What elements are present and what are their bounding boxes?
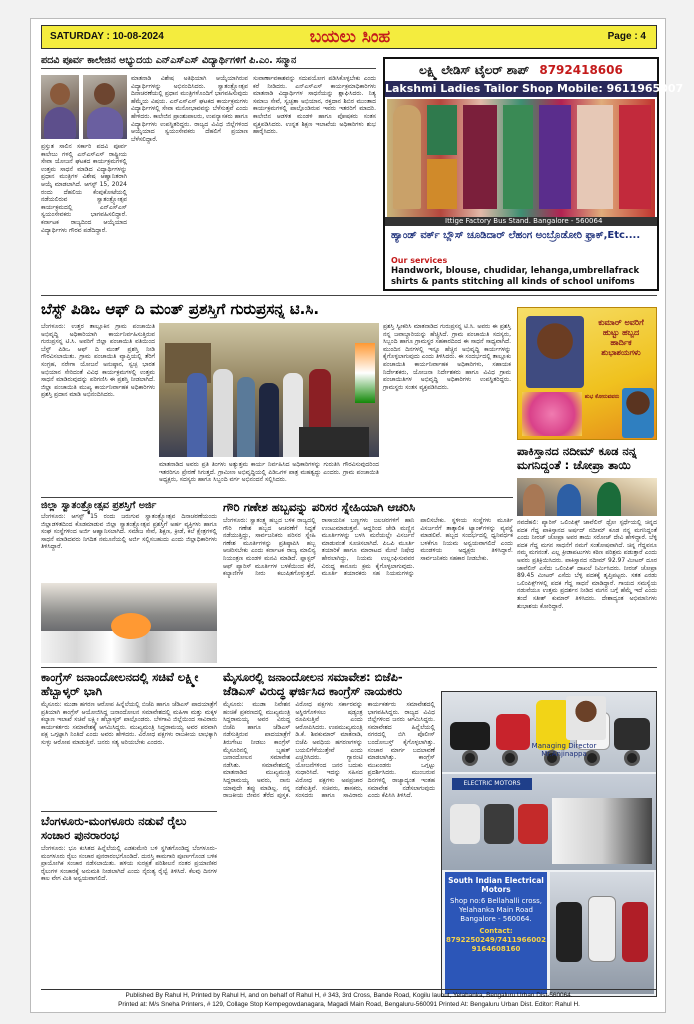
tailor-services-1: Handwork, blouse, chudidar, lehanga,umbrellafrack [391, 266, 640, 276]
tailor-phone-2: 9611965007 [606, 82, 684, 95]
birthday-greeting-ad [517, 307, 657, 440]
college-body-right: ಸುವಾರ್ಣಾವಕಾಶವನ್ನು ಸದುಪಯೋಗ ಪಡಿಸಿಕೊಳ್ಳಬೇಕು ಎಂದು ಕರೆ ನೀಡಿದರು. ಎನ್‌ಎಸ್‌ಎಸ್‌ ಕಾರ್ಯಕ್ರಮಾಧಿಕಾರಿಗಳು ಮಾತನಾಡಿ ವಿದ್ಯಾರ್ಥಿಗಳ ಸಾಧನೆಯನ್ನು ಶ್ಲಾಘಿಸಿದರು. ನಿತ್ಯ ಸಮಾಜ ಸೇವೆ, ಸ್ವಚ್ಛತಾ ಅಭಿಯಾನ, ರಕ್ತದಾನ ಶಿಬಿರ ಮುಂತಾದ ಕಾರ್ಯಕ್ರಮಗಳಲ್ಲಿ ಪಾಲ್ಗೊಂಡಿರುವ ಇವರು ಇತರರಿಗೆ ಮಾದರಿ. ಕಾಲೇಜಿನ ಆಡಳಿತ ಮಂಡಳಿ ಹಾಗೂ ಪೋಷಕರು ಸಂತಸ ವ್ಯಕ್ತಪಡಿಸಿದರು. ಉನ್ನತ ಶಿಕ್ಷಣ ಇಲಾಖೆಯ ಅಧಿಕಾರಿಗಳು ಶುಭ ಹಾರೈಸಿದರು. [253, 75, 376, 136]
ev-contact-label: Contact: [479, 927, 513, 935]
director-name: Mr.Anjinappa [541, 750, 587, 758]
greeting-photo [526, 316, 584, 388]
ev-contact-1: 8792250249/7411966002 [446, 936, 546, 944]
page-number: Page : 4 [607, 31, 646, 42]
greeting-text [588, 318, 654, 358]
tailor-services-kannada: ಹ್ಯಾಂಡ್ ವರ್ಕ್ ಬ್ಲೌಸ್ ಚೂಡಿದಾರ್ ಲೆಹಂಗ ಅಂಬ್ರೊಡೋರಿ ಫ್ರಾಕ್,Etc.... [391, 230, 641, 241]
tailor-services-label: Our services [391, 256, 448, 265]
director-caption [524, 742, 604, 758]
tailor-name-english: Lakshmi Ladies Tailor Shop Mobile: [385, 82, 603, 95]
best-pdo-body-left: ಬೆಂಗಳೂರು: ಉತ್ತರ ತಾಲ್ಲೂಕಿನ ಗ್ರಾಮ ಪಂಚಾಯಿತಿ ಅಭಿವೃದ್ಧಿ ಅಧಿಕಾರಿಯಾಗಿ ಕಾರ್ಯನಿರ್ವಹಿಸುತ್ತಿರುವ ಗುರುಪ್ರಸನ್ನ ಟಿ.ಸಿ. ಅವರಿಗೆ ಜಿಲ್ಲಾ ಪಂಚಾಯಿತಿ ವತಿಯಿಂದ ಬೆಸ್ಟ್ ಪಿಡಿಒ ಆಫ್ ದಿ ಮಂತ್ ಪ್ರಶಸ್ತಿ ನೀಡಿ ಗೌರವಿಸಲಾಯಿತು. ಗ್ರಾಮ ಪಂಚಾಯಿತಿ ವ್ಯಾಪ್ತಿಯಲ್ಲಿ ತೆರಿಗೆ ಸಂಗ್ರಹ, ನರೇಗಾ ಯೋಜನೆ ಅನುಷ್ಠಾನ, ಸ್ವಚ್ಛ ಭಾರತ ಅಭಿಯಾನ ಸೇರಿದಂತೆ ವಿವಿಧ ಕಾರ್ಯಕ್ರಮಗಳಲ್ಲಿ ಉತ್ತಮ ಸಾಧನೆ ಮಾಡಿರುವುದನ್ನು ಪರಿಗಣಿಸಿ ಈ ಪ್ರಶಸ್ತಿ ನೀಡಲಾಗಿದೆ. ಜಿಲ್ಲಾ ಪಂಚಾಯಿತಿ ಮುಖ್ಯ ಕಾರ್ಯನಿರ್ವಾಹಕ ಅಧಿಕಾರಿಗಳು ಪ್ರಶಸ್ತಿ ಪ್ರದಾನ ಮಾಡಿ ಅಭಿನಂದಿಸಿದರು. [41, 323, 155, 399]
neeraj-headline: ಪಾಕಿಸ್ತಾನದ ನದೀಮ್ ಕೂಡ ನನ್ನ ಮಗನಿದ್ದಂತೆ : ಚೋಪ್ರಾ ತಾಯಿ [517, 444, 637, 472]
imprint-line-1: Published By Rahul H, Printed by Rahul H, and on behalf of Rahul H, # 343, 3rd Cross, Bande Road, Kogilu lauout, Yelahanka, Bengaluru Urban Dist-560064. [125, 992, 573, 999]
tailor-shop-ad [383, 57, 684, 291]
tailor-ad-title [385, 59, 657, 81]
student-photo-2 [83, 75, 127, 139]
ev-shop-name: South Indian Electrical Motors [448, 876, 544, 894]
mysuru-body: ಮೈಸೂರು: ಮುಡಾ ನಿವೇಶನ ಹಂಚಿಕೆ ಪ್ರಕರಣದಲ್ಲಿ ಮುಖ್ಯಮಂತ್ರಿ ಸಿದ್ದರಾಮಯ್ಯ ಅವರ ವಿರುದ್ಧ ಬಿಜೆಪಿ ಹಾಗೂ ಜೆಡಿಎಸ್ ನಡೆಸುತ್ತಿರುವ ಪಾದಯಾತ್ರೆಗೆ ತಿರುಗೇಟು ನೀಡಲು ಕಾಂಗ್ರೆಸ್ ಮೈಸೂರಿನಲ್ಲಿ ಬೃಹತ್ ಜನಾಂದೋಲನ ಸಮಾವೇಶ ನಡೆಸಿತು. ಸಮಾವೇಶದಲ್ಲಿ ಮಾತನಾಡಿದ ಮುಖ್ಯಮಂತ್ರಿ ಸಿದ್ದರಾಮಯ್ಯ ಅವರು, ನಾನು ಯಾವುದೇ ತಪ್ಪು ಮಾಡಿಲ್ಲ. ನನ್ನ ರಾಜಕೀಯ ಜೀವನ ತೆರೆದ ಪುಸ್ತಕ. ವಿರೋಧ ಪಕ್ಷಗಳು ಸರ್ಕಾರವನ್ನು ಅಸ್ಥಿರಗೊಳಿಸಲು ಷಡ್ಯಂತ್ರ ರೂಪಿಸುತ್ತಿವೆ ಎಂದು ಆರೋಪಿಸಿದರು. ಉಪಮುಖ್ಯಮಂತ್ರಿ ಡಿ.ಕೆ. ಶಿವಕುಮಾರ್ ಮಾತನಾಡಿ, ಬಿಜೆಪಿ ಅವಧಿಯ ಹಗರಣಗಳನ್ನು ಬಯಲಿಗೆಳೆಯುತ್ತೇವೆ ಎಂದು ಎಚ್ಚರಿಸಿದರು. ಗ್ಯಾರಂಟಿ ಯೋಜನೆಗಳಿಂದ ಜನರ ಬದುಕು ಸುಧಾರಿಸಿದೆ. ಇದನ್ನು ಸಹಿಸದ ವಿರೋಧ ಪಕ್ಷಗಳು ಅಪಪ್ರಚಾರ ನಡೆಸುತ್ತಿವೆ. ಸಚಿವರು, ಶಾಸಕರು, ಸಂಸದರು ಹಾಗೂ ಸಾವಿರಾರು ಕಾರ್ಯಕರ್ತರು ಸಮಾವೇಶದಲ್ಲಿ ಭಾಗವಹಿಸಿದ್ದರು. ರಾಜ್ಯದ ವಿವಿಧ ಜಿಲ್ಲೆಗಳಿಂದ ಜನರು ಆಗಮಿಸಿದ್ದರು. ಸಮಾವೇಶದ ಹಿನ್ನೆಲೆಯಲ್ಲಿ ನಗರದಲ್ಲಿ ಬಿಗಿ ಪೊಲೀಸ್ ಬಂದೋಬಸ್ತ್ ಕೈಗೊಳ್ಳಲಾಗಿತ್ತು. ಸಂಚಾರ ಮಾರ್ಗ ಬದಲಾವಣೆ ಮಾಡಲಾಗಿತ್ತು. ಕಾಂಗ್ರೆಸ್ ಮುಖಂಡರು ಒಗ್ಗಟ್ಟು ಪ್ರದರ್ಶಿಸಿದರು. ಮುಂಬರುವ ದಿನಗಳಲ್ಲಿ ರಾಜ್ಯಾದ್ಯಂತ ಇಂತಹ ಸಮಾವೇಶ ನಡೆಸಲಾಗುವುದು ಎಂದು ಕೆಪಿಸಿಸಿ ತಿಳಿಸಿದೆ. [223, 701, 435, 800]
ev-shop-details [445, 872, 547, 994]
ganesha-headline: ಗೌರಿ ಗಣೇಶ ಹಬ್ಬವನ್ನು ಪರಿಸರ ಸ್ನೇಹಿಯಾಗಿ ಆಚರಿಸಿ [223, 500, 416, 514]
divider [41, 811, 217, 812]
greeting-line-2: ಹುಟ್ಟು ಹಬ್ಬದ [602, 328, 640, 337]
issue-date: SATURDAY : 10-08-2024 [50, 31, 164, 42]
greeting-line-1: ಕುಮಾರ್ ಅವರಿಗೆ [598, 318, 644, 327]
college-body-left: ಪ್ರಸ್ತುತ ಸಾಲಿನ ಸರ್ಕಾರಿ ಪದವಿ ಪೂರ್ವ ಕಾಲೇಜು ಗಳಲ್ಲಿ ಎನ್‌ಎಸ್‌ಎಸ್‌ ರಾಷ್ಟ್ರೀಯ ಸೇವಾ ಯೋಜನೆ ಘಟಕದ ಕಾರ್ಯಕ್ರಮಗಳಲ್ಲಿ ಉತ್ತಮ ಸಾಧನೆ ಮಾಡಿದ ವಿದ್ಯಾರ್ಥಿಗಳನ್ನು ಪ್ರಧಾನ ಮಂತ್ರಿಗಳ ವಿಶೇಷ ಆಹ್ವಾನಿತರಾಗಿ ಆಯ್ಕೆ ಮಾಡಲಾಗಿದೆ. ಆಗಸ್ಟ್ 15, 2024 ರಂದು ದೆಹಲಿಯ ಕೆಂಪುಕೋಟೆಯಲ್ಲಿ ನಡೆಯಲಿರುವ ಸ್ವಾತಂತ್ರ್ಯೋತ್ಸವ ಕಾರ್ಯಕ್ರಮದಲ್ಲಿ ಎನ್‌ಎಸ್‌ಎಸ್‌ ಸ್ವಯಂಸೇವಕರು ಭಾಗವಹಿಸಲಿದ್ದಾರೆ. ಕರ್ನಾಟಕ ರಾಜ್ಯದಿಂದ ಆಯ್ಕೆಯಾದ ವಿದ್ಯಾರ್ಥಿಗಳು ಗೌರವ ಪಡೆದಿದ್ದಾರೆ. [41, 143, 127, 234]
rail-headline: ಬೆಂಗಳೂರು-ಮಂಗಳೂರು ನಡುವೆ ರೈಲು ಸಂಚಾರ ಪುನರಾರಂಭ [41, 814, 187, 842]
greeting-wisher: ಶುಭ ಕೋರುವವರು [584, 394, 620, 400]
neeraj-photo [517, 478, 657, 516]
mysuru-headline: ಮೈಸೂರಲ್ಲಿ ಜನಾಂದೋಲನ ಸಮಾವೇಶ: ಬಿಜೆಪಿ-ಜೆಡಿಎಸ್ ವಿರುದ್ಧ ಘರ್ಜಿಸಿದ ಕಾಂಗ್ರೆಸ್ ನಾಯಕರು [223, 670, 403, 698]
tailor-phone-1: 8792418606 [539, 63, 623, 77]
imprint-footer [41, 989, 657, 1009]
imprint-line-2: Printed at: M/s Sneha Printers, # 129, Collage Stop Kempegowdanagara, Magadi Main Road, Bengaluru-560091 Printed At: Bengaluru Urban Dist. Editor: Rahul H. [118, 1001, 580, 1008]
newspaper-page [30, 18, 684, 1013]
newspaper-title: ಬಯಲು ಸಿಂಹ [309, 27, 391, 47]
divider [41, 68, 376, 69]
congress-rally-body: ಮೈಸೂರು: ಮುಡಾ ಹಗರಣ ಆರೋಪ ಹಿನ್ನೆಲೆಯಲ್ಲಿ ಬಿಜೆಪಿ ಹಾಗೂ ಜೆಡಿಎಸ್ ಪಾದಯಾತ್ರೆಗೆ ಪ್ರತಿಯಾಗಿ ಕಾಂಗ್ರೆಸ್ ಆಯೋಜಿಸಿದ್ದ ಜನಾಂದೋಲನ ಸಮಾವೇಶದಲ್ಲಿ ಮಹಿಳಾ ಮತ್ತು ಮಕ್ಕಳ ಕಲ್ಯಾಣ ಇಲಾಖೆ ಸಚಿವೆ ಲಕ್ಷ್ಮೀ ಹೆಬ್ಬಾಳ್ಕರ್ ಪಾಲ್ಗೊಂಡರು. ಬೆಳಗಾವಿ ಜಿಲ್ಲೆಯಿಂದ ಸಾವಿರಾರು ಕಾರ್ಯಕರ್ತರು ಸಮಾವೇಶಕ್ಕೆ ಆಗಮಿಸಿದ್ದರು. ಮುಖ್ಯಮಂತ್ರಿ ಸಿದ್ದರಾಮಯ್ಯ ಅವರ ಪರವಾಗಿ ಪಕ್ಷ ಒಗ್ಗಟ್ಟಾಗಿ ನಿಂತಿದೆ ಎಂದು ಅವರು ಹೇಳಿದರು. ವಿರೋಧ ಪಕ್ಷಗಳು ರಾಜಕೀಯ ಲಾಭಕ್ಕಾಗಿ ಸುಳ್ಳು ಆರೋಪ ಮಾಡುತ್ತಿವೆ. ಜನರು ಸತ್ಯ ಅರಿಯಬೇಕು ಎಂದರು. [41, 701, 217, 746]
ev-shop-address: Shop no:6 Bellahalli cross, Yelahanka Main Road Bangalore - 560064. [449, 897, 543, 923]
greeting-line-3: ಹಾರ್ದಿಕ [610, 338, 632, 347]
ev-scooter-display [442, 692, 656, 772]
neeraj-body: ನವದೆಹಲಿ: ಪ್ಯಾರಿಸ್ ಒಲಿಂಪಿಕ್ಸ್ ಜಾವೆಲಿನ್ ಥ್ರೋ ಸ್ಪರ್ಧೆಯಲ್ಲಿ ಚಿನ್ನದ ಪದಕ ಗೆದ್ದ ಪಾಕಿಸ್ತಾನದ ಅರ್ಷದ್ ನದೀಮ್ ಕೂಡ ನನ್ನ ಮಗನಿದ್ದಂತೆ ಎಂದು ನೀರಜ್ ಚೋಪ್ರಾ ಅವರ ತಾಯಿ ಸರೋಜ್ ದೇವಿ ಹೇಳಿದ್ದಾರೆ. ಬೆಳ್ಳಿ ಪದಕ ಗೆದ್ದ ಮಗನ ಸಾಧನೆಗೆ ನಮಗೆ ಸಂತೋಷವಾಗಿದೆ. ಚಿನ್ನ ಗೆದ್ದವನೂ ನಮ್ಮ ಮಗನಂತೆ. ಎಲ್ಲ ಕ್ರೀಡಾಪಟುಗಳು ಕಠಿಣ ಪರಿಶ್ರಮ ಪಡುತ್ತಾರೆ ಎಂದು ಅವರು ಪ್ರತಿಕ್ರಿಯಿಸಿದರು. ಪಾಕಿಸ್ತಾನದ ನದೀಮ್ 92.97 ಮೀಟರ್ ದೂರ ಜಾವೆಲಿನ್ ಎಸೆದು ಒಲಿಂಪಿಕ್ ದಾಖಲೆ ನಿರ್ಮಿಸಿದರು. ನೀರಜ್ ಚೋಪ್ರಾ 89.45 ಮೀಟರ್ ಎಸೆದು ಬೆಳ್ಳಿ ಪದಕಕ್ಕೆ ತೃಪ್ತಿಪಟ್ಟರು. ಸತತ ಎರಡು ಒಲಿಂಪಿಕ್ಸ್‌ಗಳಲ್ಲಿ ಪದಕ ಗೆದ್ದ ಸಾಧನೆ ಮಾಡಿದ್ದಾರೆ. ಗಾಯದ ಸಮಸ್ಯೆಯ ನಡುವೆಯೂ ಉತ್ತಮ ಪ್ರದರ್ಶನ ನೀಡಿದ ಮಗನ ಬಗ್ಗೆ ಹೆಮ್ಮೆ ಇದೆ ಎಂದು ತಂದೆ ಸತೀಶ್ ಕುಮಾರ್ ತಿಳಿಸಿದರು. ದೇಶಾದ್ಯಂತ ಅಭಿಮಾನಿಗಳು ಶುಭಾಶಯ ಕೋರಿದ್ದಾರೆ. [517, 519, 657, 610]
electric-motors-ad [441, 691, 657, 997]
independence-body: ಬೆಂಗಳೂರು: ಆಗಸ್ಟ್ 15 ರಂದು ಜರುಗುವ ಸ್ವಾತಂತ್ರ್ಯೋತ್ಸವ ದಿನಾಚರಣೆಯಂದು ಜಿಲ್ಲಾಡಳಿತದಿಂದ ಕೊಡಮಾಡುವ ಜಿಲ್ಲಾ ಸ್ವಾತಂತ್ರ್ಯೋತ್ಸವ ಪ್ರಶಸ್ತಿಗೆ ಅರ್ಹ ವ್ಯಕ್ತಿಗಳು ಹಾಗೂ ಸಂಘ ಸಂಸ್ಥೆಗಳಿಂದ ಅರ್ಜಿ ಆಹ್ವಾನಿಸಲಾಗಿದೆ. ಸಮಾಜ ಸೇವೆ, ಶಿಕ್ಷಣ, ಕ್ರೀಡೆ, ಕಲೆ ಕ್ಷೇತ್ರಗಳಲ್ಲಿ ಸಾಧನೆ ಮಾಡಿದವರು ನಿಗದಿತ ನಮೂನೆಯಲ್ಲಿ ಅರ್ಜಿ ಸಲ್ಲಿಸಬಹುದು ಎಂದು ಜಿಲ್ಲಾಧಿಕಾರಿಗಳು ತಿಳಿಸಿದ್ದಾರೆ. [41, 513, 217, 551]
wisher-photo [622, 388, 654, 438]
best-pdo-body-below: ಮಾತನಾಡಿದ ಅವರು ಪ್ರತಿ ತಿಂಗಳು ಅತ್ಯುತ್ತಮ ಕಾರ್ಯ ನಿರ್ವಹಿಸಿದ ಅಧಿಕಾರಿಗಳನ್ನು ಗುರುತಿಸಿ ಗೌರವಿಸುವುದರಿಂದ ಇತರರಿಗೂ ಪ್ರೇರಣೆ ಸಿಗುತ್ತದೆ. ಗ್ರಾಮೀಣ ಅಭಿವೃದ್ಧಿಯಲ್ಲಿ ಪಿಡಿಒಗಳ ಪಾತ್ರ ಮಹತ್ವದ್ದು ಎಂದರು. ಗ್ರಾಮ ಪಂಚಾಯಿತಿ ಅಧ್ಯಕ್ಷರು, ಸದಸ್ಯರು ಹಾಗೂ ಸಿಬ್ಬಂದಿ ವರ್ಗ ಅಭಿನಂದನೆ ಸಲ್ಲಿಸಿದರು. [159, 461, 379, 484]
independence-headline: ಜಿಲ್ಲಾ ಸ್ವಾತಂತ್ರ್ಯೋತ್ಸವ ಪ್ರಶಸ್ತಿಗೆ ಅರ್ಜಿ [41, 500, 157, 511]
director-photo [566, 696, 606, 740]
college-body-mid: ಮಾತನಾಡಿ ವಿಶೇಷ ಅತಿಥಿಯಾಗಿ ಆಯ್ಕೆಯಾಗಿರುವ ವಿದ್ಯಾರ್ಥಿಗಳನ್ನು ಅಭಿನಂದಿಸಿದರು. ಸ್ವಾತಂತ್ರ್ಯೋತ್ಸವ ದಿನಾಚರಣೆಯಲ್ಲಿ ಪ್ರಧಾನ ಮಂತ್ರಿಗಳೊಂದಿಗೆ ಭಾಗವಹಿಸುವುದು ಹೆಮ್ಮೆಯ ವಿಷಯ. ಎನ್‌ಎಸ್‌ಎಸ್‌ ಘಟಕದ ಕಾರ್ಯಕ್ರಮಗಳು ವಿದ್ಯಾರ್ಥಿಗಳಲ್ಲಿ ಸೇವಾ ಮನೋಭಾವವನ್ನು ಬೆಳೆಸುತ್ತವೆ ಎಂದು ಹೇಳಿದರು. ಕಾಲೇಜಿನ ಪ್ರಾಂಶುಪಾಲರು, ಉಪನ್ಯಾಸಕರು ಹಾಗೂ ವಿದ್ಯಾರ್ಥಿಗಳು ಉಪಸ್ಥಿತರಿದ್ದರು. ರಾಜ್ಯದ ವಿವಿಧ ಜಿಲ್ಲೆಗಳಿಂದ ಆಯ್ಕೆಯಾದ ಸ್ವಯಂಸೇವಕರು ದೆಹಲಿಗೆ ಪ್ರಯಾಣ ಬೆಳೆಸಲಿದ್ದಾರೆ. [131, 75, 248, 143]
best-pdo-headline: ಬೆಸ್ಟ್ ಪಿಡಿಒ ಆಫ್ ದಿ ಮಂತ್ ಪ್ರಶಸ್ತಿಗೆ ಗುರುಪ್ರಸನ್ನ ಟಿ.ಸಿ. [41, 300, 320, 318]
ganesha-body: ಬೆಂಗಳೂರು: ಸ್ವಾತಂತ್ರ್ಯ ಹಬ್ಬದ ಬಳಿಕ ರಾಜ್ಯದಲ್ಲಿ ಗೌರಿ ಗಣೇಶ ಹಬ್ಬದ ಆಚರಣೆಗೆ ಸಿದ್ಧತೆ ನಡೆಯುತ್ತಿದ್ದು, ಸಾರ್ವಜನಿಕರು ಪರಿಸರ ಸ್ನೇಹಿ ಗಣೇಶ ಮೂರ್ತಿಗಳನ್ನು ಪ್ರತಿಷ್ಠಾಪಿಸಿ ಹಬ್ಬ ಆಚರಿಸಬೇಕು ಎಂದು ಕರ್ನಾಟಕ ರಾಜ್ಯ ಮಾಲಿನ್ಯ ನಿಯಂತ್ರಣ ಮಂಡಳಿ ಮನವಿ ಮಾಡಿದೆ. ಪ್ಲಾಸ್ಟರ್ ಆಫ್ ಪ್ಯಾರಿಸ್ ಮೂರ್ತಿಗಳ ಬಳಕೆಯಿಂದ ಕೆರೆ, ಕಲ್ಯಾಣಿಗಳ ನೀರು ಕಲುಷಿತಗೊಳ್ಳುತ್ತದೆ. ರಾಸಾಯನಿಕ ಬಣ್ಣಗಳು ಜಲಚರಗಳಿಗೆ ಹಾನಿ ಉಂಟುಮಾಡುತ್ತವೆ. ಆದ್ದರಿಂದ ಜೇಡಿ ಮಣ್ಣಿನ ಮೂರ್ತಿಗಳನ್ನು ಬಳಸಿ ಮನೆಯಲ್ಲೇ ವಿಸರ್ಜನೆ ಮಾಡುವಂತೆ ಸೂಚಿಸಲಾಗಿದೆ. ಪಿಒಪಿ ಮೂರ್ತಿ ತಯಾರಿಕೆ ಹಾಗೂ ಮಾರಾಟದ ಮೇಲೆ ನಿಷೇಧ ಹೇರಲಾಗಿದ್ದು, ನಿಯಮ ಉಲ್ಲಂಘಿಸುವವರ ವಿರುದ್ಧ ಕಾನೂನು ಕ್ರಮ ಕೈಗೊಳ್ಳಲಾಗುವುದು. ಮೂರ್ತಿ ತಯಾರಕರು ಸಹ ನಿಯಮಗಳನ್ನು ಪಾಲಿಸಬೇಕು. ಸ್ಥಳೀಯ ಸಂಸ್ಥೆಗಳು ಮೂರ್ತಿ ವಿಸರ್ಜನೆಗೆ ತಾತ್ಕಾಲಿಕ ಟ್ಯಾಂಕ್‌ಗಳನ್ನು ವ್ಯವಸ್ಥೆ ಮಾಡಲಿವೆ. ಹಬ್ಬದ ಸಂದರ್ಭದಲ್ಲಿ ಧ್ವನಿವರ್ಧಕ ಬಳಕೆಗೂ ನಿಯಮ ಅನ್ವಯವಾಗಲಿದೆ ಎಂದು ಮಂಡಳಿಯ ಅಧ್ಯಕ್ಷರು ತಿಳಿಸಿದ್ದಾರೆ. ಸಾರ್ವಜನಿಕರು ಸಹಕಾರ ನೀಡಬೇಕು. [223, 517, 513, 578]
tailor-address: Ittige Factory Bus Stand. Bangalore - 560064 [385, 217, 657, 226]
best-pdo-body-right: ಪ್ರಶಸ್ತಿ ಸ್ವೀಕರಿಸಿ ಮಾತನಾಡಿದ ಗುರುಪ್ರಸನ್ನ ಟಿ.ಸಿ. ಅವರು ಈ ಪ್ರಶಸ್ತಿ ನನ್ನ ಜವಾಬ್ದಾರಿಯನ್ನು ಹೆಚ್ಚಿಸಿದೆ. ಗ್ರಾಮ ಪಂಚಾಯಿತಿ ಸದಸ್ಯರು, ಸಿಬ್ಬಂದಿ ಹಾಗೂ ಗ್ರಾಮಸ್ಥರ ಸಹಕಾರದಿಂದ ಈ ಸಾಧನೆ ಸಾಧ್ಯವಾಗಿದೆ. ಮುಂದಿನ ದಿನಗಳಲ್ಲಿ ಇನ್ನೂ ಹೆಚ್ಚಿನ ಅಭಿವೃದ್ಧಿ ಕಾರ್ಯಗಳನ್ನು ಕೈಗೊಳ್ಳಲಾಗುವುದು ಎಂದು ತಿಳಿಸಿದರು. ಈ ಸಂದರ್ಭದಲ್ಲಿ ತಾಲ್ಲೂಕು ಪಂಚಾಯಿತಿ ಕಾರ್ಯನಿರ್ವಾಹಕ ಅಧಿಕಾರಿಗಳು, ಸಹಾಯಕ ನಿರ್ದೇಶಕರು, ಯೋಜನಾ ನಿರ್ದೇಶಕರು ಹಾಗೂ ವಿವಿಧ ಗ್ರಾಮ ಪಂಚಾಯಿತಿಗಳ ಅಭಿವೃದ್ಧಿ ಅಧಿಕಾರಿಗಳು ಉಪಸ್ಥಿತರಿದ್ದರು. ಗ್ರಾಮಸ್ಥರು ಸಂತಸ ವ್ಯಕ್ತಪಡಿಸಿದರು. [383, 323, 511, 391]
ev-contact-2: 9164608160 [471, 945, 521, 953]
masthead [41, 25, 657, 49]
college-headline: ಪದವಿ ಪೂರ್ವ ಕಾಲೇಜಿನ ಅಭ್ಯುದಯ ಎನ್‌ಎಸ್‌ಎಸ್‌ ವಿದ್ಯಾರ್ಥಿಗಳಿಗೆ ಪಿ.ಎಂ. ಸನ್ಮಾನ [41, 55, 297, 66]
tailor-ad-photos [387, 99, 655, 217]
divider [41, 497, 513, 498]
ev-scooter-lineup [550, 872, 654, 994]
tailor-ad-bar [385, 81, 684, 97]
tailor-name-kannada: ಲಕ್ಷ್ಮಿ ಲೇಡಿಸ್ ಟೈಲರ್ ಶಾಪ್ [419, 63, 530, 77]
best-pdo-photo [159, 323, 379, 457]
divider [41, 295, 657, 296]
rail-body: ಬೆಂಗಳೂರು: ಭೂ ಕುಸಿತದ ಹಿನ್ನೆಲೆಯಲ್ಲಿ ಎಡಕುಮೇರಿ ಬಳಿ ಸ್ಥಗಿತಗೊಂಡಿದ್ದ ಬೆಂಗಳೂರು-ಮಂಗಳೂರು ರೈಲು ಸಂಚಾರ ಪುನರಾರಂಭಗೊಂಡಿದೆ. ದುರಸ್ತಿ ಕಾಮಗಾರಿ ಪೂರ್ಣಗೊಂಡ ಬಳಿಕ ಪ್ರಾಯೋಗಿಕ ಸಂಚಾರ ನಡೆಸಲಾಯಿತು. ಹಳಿಯ ಸುರಕ್ಷತೆ ಪರಿಶೀಲನೆ ನಂತರ ಪ್ರಯಾಣಿಕರ ರೈಲುಗಳ ಸಂಚಾರಕ್ಕೆ ಅನುಮತಿ ನೀಡಲಾಗಿದೆ ಎಂದು ನೈರುತ್ಯ ರೈಲ್ವೆ ತಿಳಿಸಿದೆ. ಕೆಲವು ದಿನಗಳ ಕಾಲ ವೇಗ ಮಿತಿ ಅನ್ವಯವಾಗಲಿದೆ. [41, 845, 217, 883]
congress-rally-headline: ಕಾಂಗ್ರೆಸ್ ಜನಾಂದೋಲನದಲ್ಲಿ ಸಚಿವೆ ಲಕ್ಷ್ಮೀ ಹೆಬ್ಬಾಳ್ಕರ್ ಭಾಗಿ [41, 670, 199, 698]
student-photo-1 [41, 75, 79, 139]
flower-decoration [522, 392, 582, 436]
independence-photo [41, 583, 217, 663]
divider [41, 667, 657, 668]
tailor-services-2: shirts & pants stitching all kinds of school unifoms [391, 277, 635, 287]
showroom-photo [442, 774, 656, 870]
greeting-line-4: ಶುಭಾಶಯಗಳು [601, 348, 641, 357]
showroom-banner: ELECTRIC MOTORS [452, 778, 532, 790]
director-title: Managing Director [531, 742, 597, 750]
